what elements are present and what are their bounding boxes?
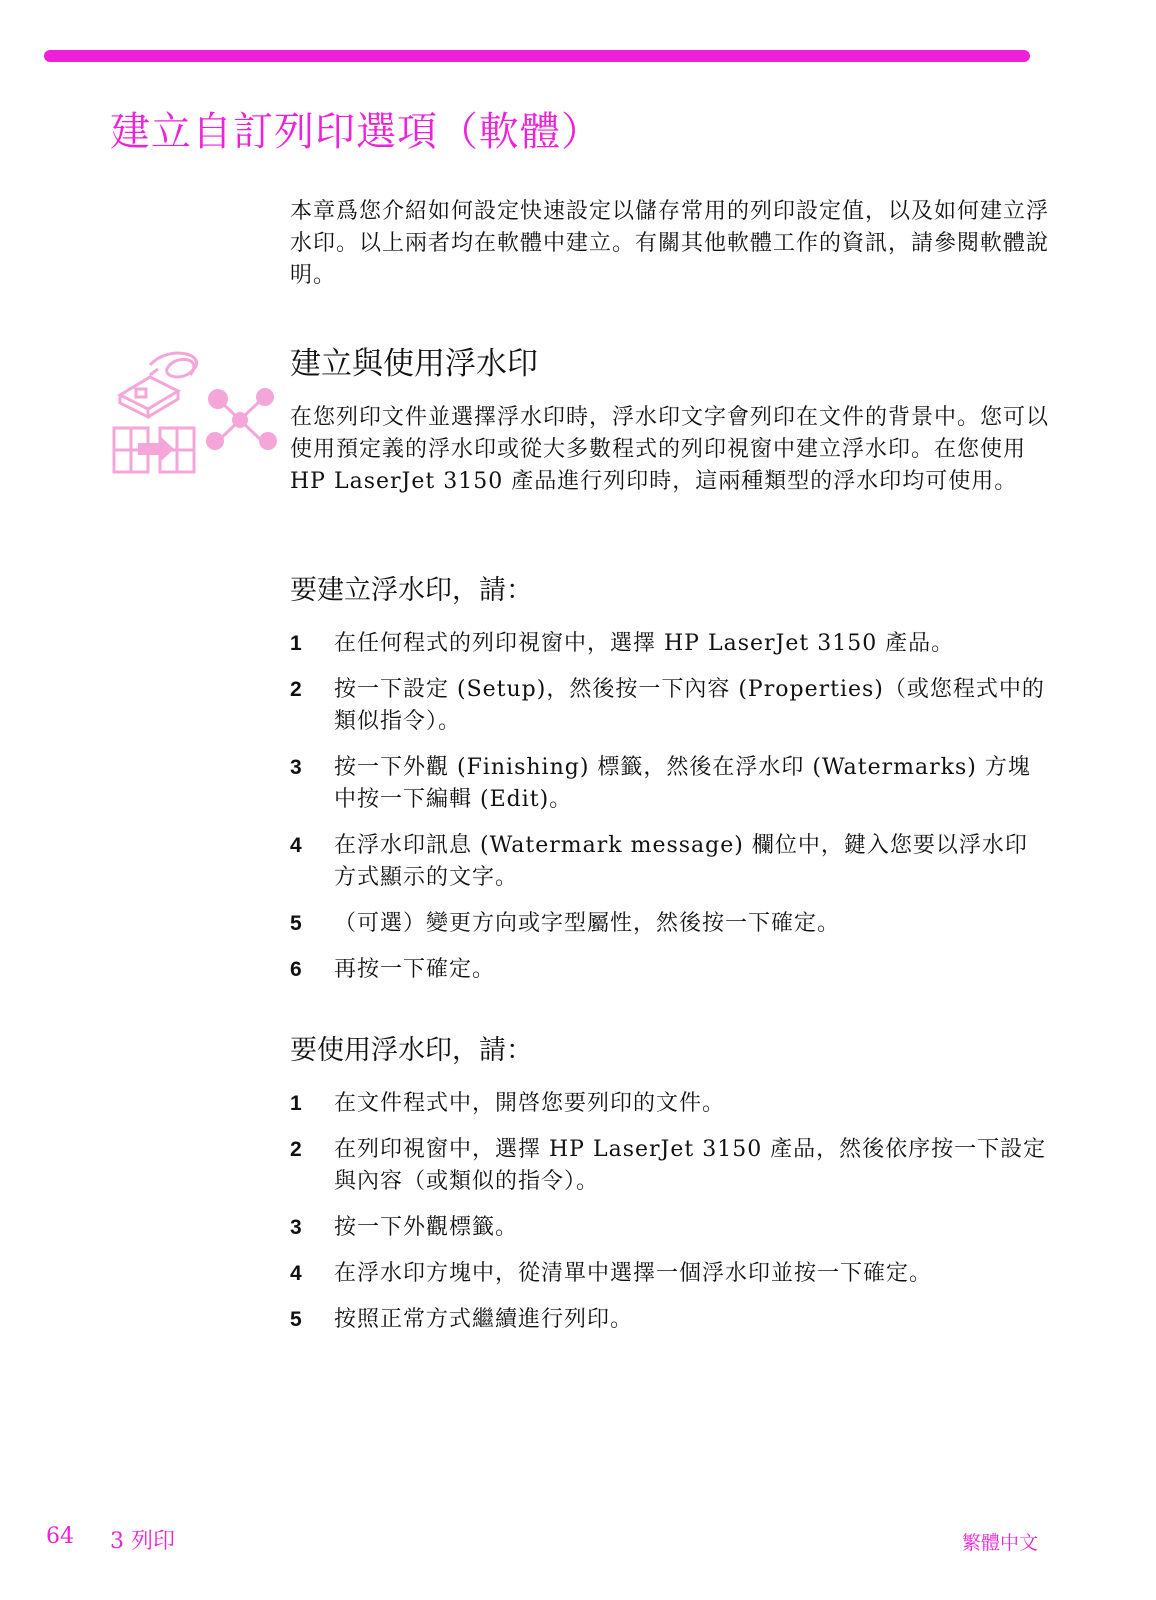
step-text: 在任何程式的列印視窗中，選擇 HP LaserJet 3150 產品。: [334, 631, 955, 656]
page-title: 建立自訂列印選項（軟體）: [110, 109, 602, 155]
create-watermark-heading: 要建立浮水印，請：: [290, 575, 533, 606]
step-number: 1: [290, 632, 303, 655]
margin-illustration: [110, 345, 286, 480]
footer-page-number: 64: [46, 1524, 74, 1549]
list-item: [290, 752, 1050, 816]
step-number: 3: [290, 756, 303, 779]
list-item: [290, 674, 1050, 738]
step-number: 2: [290, 1138, 303, 1161]
step-text: （可選）變更方向或字型屬性，然後按一下確定。: [334, 911, 841, 936]
step-text: 按一下外觀標籤。: [334, 1215, 519, 1240]
section-heading-watermark: 建立與使用浮水印: [290, 346, 538, 382]
step-text: 在文件程式中，開啓您要列印的文件。: [334, 1091, 726, 1116]
list-item: [290, 1088, 1050, 1120]
step-number: 5: [290, 1308, 303, 1331]
step-number: 5: [290, 912, 303, 935]
printer-cable-icon: [120, 353, 197, 417]
step-number: 4: [290, 834, 303, 857]
list-item: [290, 830, 1050, 894]
step-number: 3: [290, 1216, 303, 1239]
list-item: [290, 908, 1050, 940]
list-item: [290, 954, 1050, 986]
step-text: 按一下設定 (Setup)，然後按一下內容 (Properties)（或您程式中的類似指令）。: [334, 677, 1045, 734]
step-text: 在浮水印訊息 (Watermark message) 欄位中，鍵入您要以浮水印方式顯示的文字。: [334, 833, 1028, 890]
watermark-description: 在您列印文件並選擇浮水印時，浮水印文字會列印在文件的背景中。您可以使用預定義的浮水印或從大多數程式的列印視窗中建立浮水印。在您使用 HP LaserJet 3150 產品進行列印時，這兩種類型的浮水印均可使用。: [290, 405, 1050, 494]
step-text: 在列印視窗中，選擇 HP LaserJet 3150 產品，然後依序按一下設定與內容（或類似的指令）。: [334, 1137, 1047, 1194]
step-number: 1: [290, 1092, 303, 1115]
step-number: 4: [290, 1262, 303, 1285]
step-number: 6: [290, 958, 303, 981]
intro-paragraph: 本章爲您介紹如何設定快速設定以儲存常用的列印設定值，以及如何建立浮水印。以上兩者均在軟體中建立。有關其他軟體工作的資訊，請參閱軟體說明。: [290, 199, 1050, 288]
step-text: 按照正常方式繼續進行列印。: [334, 1307, 634, 1332]
create-watermark-steps: [290, 628, 1050, 986]
list-item: [290, 1134, 1050, 1198]
list-item: [290, 1212, 1050, 1244]
document-arrow-icon: [114, 428, 194, 472]
step-text: 再按一下確定。: [334, 957, 496, 982]
list-item: [290, 628, 1050, 660]
list-item: [290, 1258, 1050, 1290]
step-number: 2: [290, 678, 303, 701]
use-watermark-heading: 要使用浮水印，請：: [290, 1035, 533, 1066]
step-text: 按一下外觀 (Finishing) 標籤，然後在浮水印 (Watermarks) 方塊中按一下編輯 (Edit)。: [334, 755, 1031, 812]
step-text: 在浮水印方塊中，從清單中選擇一個浮水印並按一下確定。: [334, 1261, 933, 1286]
footer-chapter: 3 列印: [110, 1529, 175, 1554]
list-item: [290, 1304, 1050, 1336]
header-accent-bar: [44, 50, 1030, 62]
footer-language: 繁體中文: [962, 1532, 1039, 1554]
network-nodes-icon: [206, 388, 277, 450]
use-watermark-steps: [290, 1088, 1050, 1336]
